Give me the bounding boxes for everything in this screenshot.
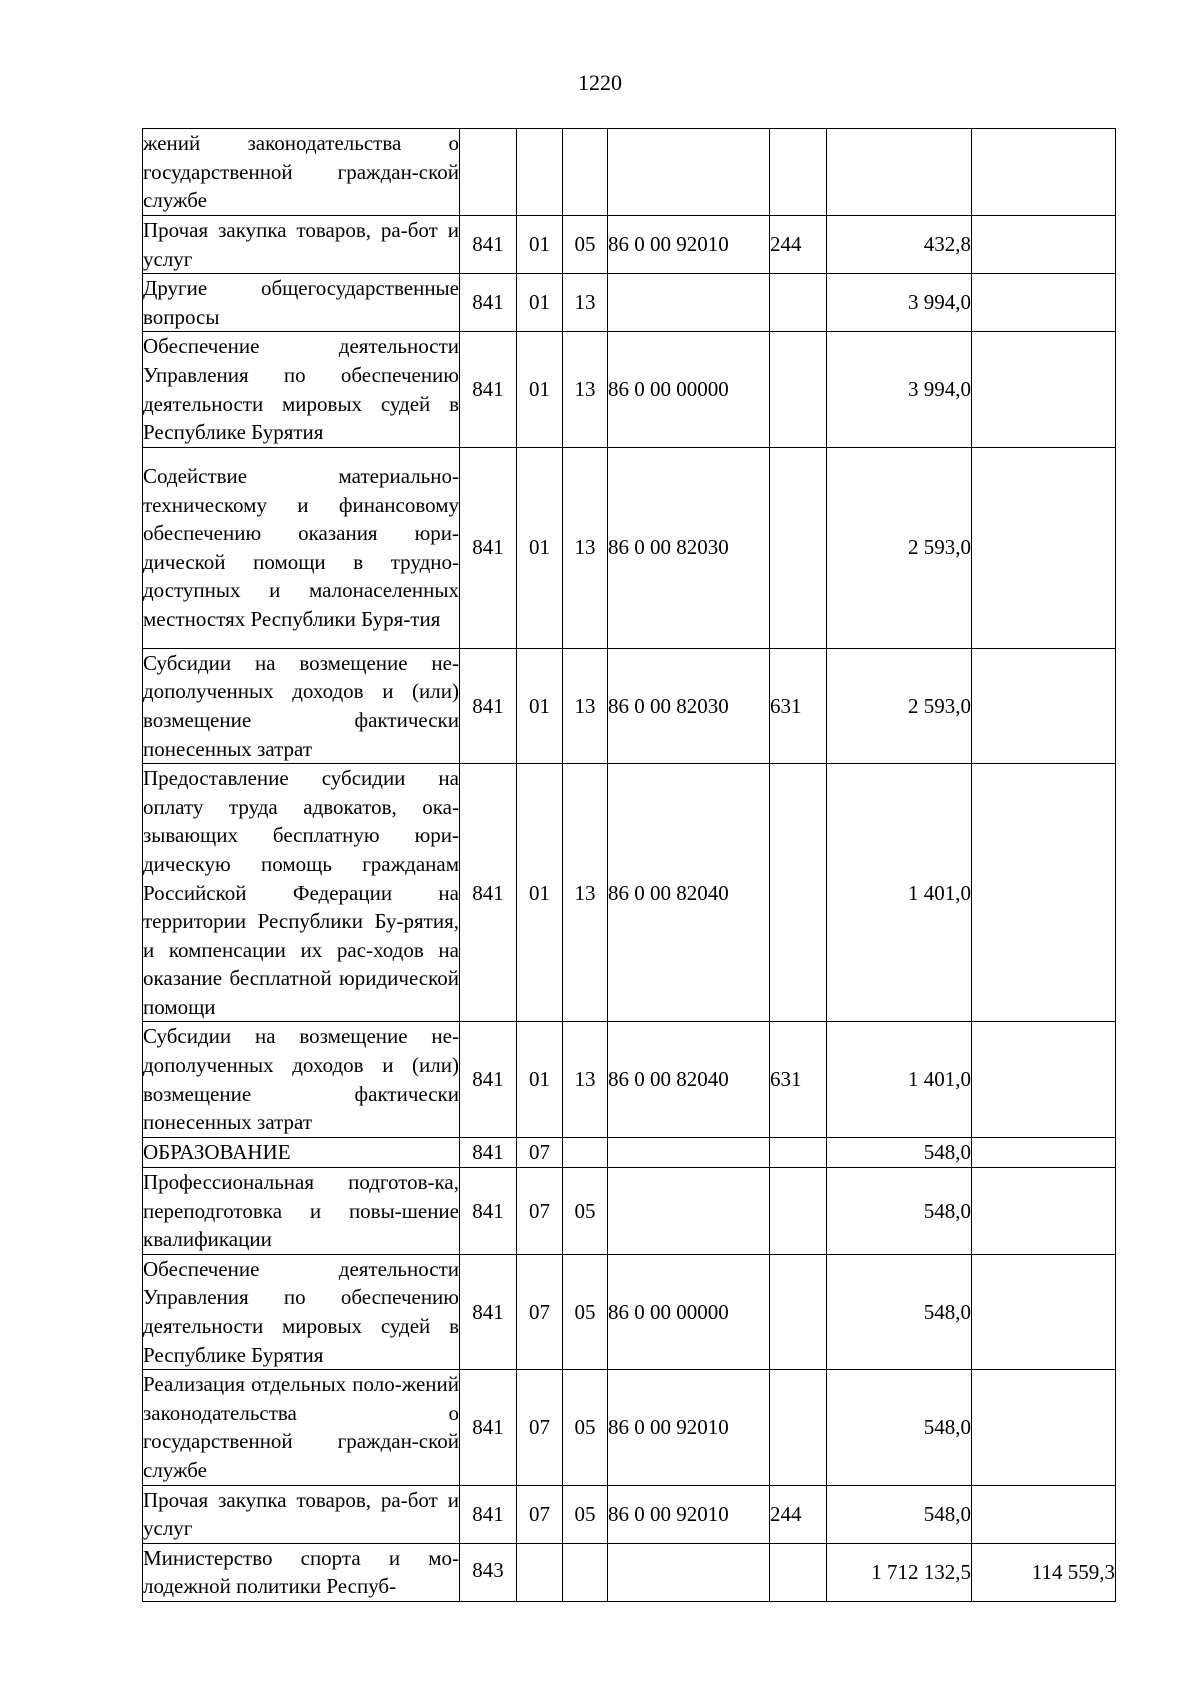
amount-2 [972, 274, 1116, 332]
subsection-code: 05 [563, 1167, 608, 1254]
subsection-code: 13 [563, 648, 608, 763]
expense-type-code [770, 1370, 827, 1485]
table-row [143, 1137, 1116, 1167]
amount-2 [972, 216, 1116, 274]
amount-2 [972, 1022, 1116, 1137]
table-row [143, 1543, 1116, 1601]
row-name: Прочая закупка товаров, ра-бот и услуг [143, 216, 460, 274]
row-name: Обеспечение деятельности Управления по обеспечению деятельности мировых судей в Республике Бурятия [143, 332, 460, 447]
table-row [143, 648, 1116, 763]
amount-2 [972, 332, 1116, 447]
target-article-code: 86 0 00 92010 [608, 1485, 770, 1543]
subsection-code: 13 [563, 274, 608, 332]
section-code: 01 [517, 274, 563, 332]
amount-2 [972, 1167, 1116, 1254]
amount-1: 432,8 [827, 216, 972, 274]
expense-type-code: 244 [770, 1485, 827, 1543]
subsection-code: 13 [563, 1022, 608, 1137]
amount-2 [972, 129, 1116, 216]
expense-type-code [770, 332, 827, 447]
page-number: 1220 [578, 70, 622, 95]
table-row [143, 129, 1116, 216]
ministry-code: 841 [460, 1167, 517, 1254]
target-article-code [608, 1137, 770, 1167]
section-code [517, 129, 563, 216]
table-row [143, 274, 1116, 332]
ministry-code: 841 [460, 1254, 517, 1369]
amount-1: 548,0 [827, 1370, 972, 1485]
amount-2 [972, 764, 1116, 1022]
amount-1: 1 712 132,5 [827, 1543, 972, 1601]
target-article-code: 86 0 00 82030 [608, 447, 770, 648]
amount-1: 2 593,0 [827, 447, 972, 648]
subsection-code: 05 [563, 1254, 608, 1369]
ministry-code: 841 [460, 1485, 517, 1543]
amount-1 [827, 129, 972, 216]
target-article-code [608, 274, 770, 332]
row-name: Содействие материально-техническому и финансовому обеспечению оказания юри-дической помощи в трудно-доступных и малонаселенных местностях Республики Буря-тия [143, 447, 460, 648]
amount-1: 548,0 [827, 1254, 972, 1369]
amount-2 [972, 1370, 1116, 1485]
expense-type-code [770, 129, 827, 216]
table-row [143, 332, 1116, 447]
ministry-code [460, 129, 517, 216]
expense-type-code [770, 1167, 827, 1254]
ministry-code: 841 [460, 764, 517, 1022]
amount-1: 3 994,0 [827, 332, 972, 447]
ministry-code: 843 [460, 1543, 517, 1601]
section-code: 07 [517, 1254, 563, 1369]
section-code: 07 [517, 1167, 563, 1254]
row-name: Субсидии на возмещение не-дополученных доходов и (или) возмещение фактически понесенных затрат [143, 1022, 460, 1137]
subsection-code [563, 129, 608, 216]
target-article-code: 86 0 00 92010 [608, 1370, 770, 1485]
expense-type-code: 631 [770, 1022, 827, 1137]
subsection-code: 13 [563, 447, 608, 648]
expense-type-code: 244 [770, 216, 827, 274]
row-name: Субсидии на возмещение не-дополученных доходов и (или) возмещение фактически понесенных затрат [143, 648, 460, 763]
ministry-code: 841 [460, 332, 517, 447]
budget-table [142, 128, 1116, 1602]
row-name: жений законодательства о государственной граждан-ской службе [143, 129, 460, 216]
ministry-code: 841 [460, 1370, 517, 1485]
section-code: 01 [517, 648, 563, 763]
subsection-code [563, 1137, 608, 1167]
section-code: 01 [517, 447, 563, 648]
section-code: 07 [517, 1137, 563, 1167]
table-row [143, 764, 1116, 1022]
section-code [517, 1543, 563, 1601]
amount-1: 3 994,0 [827, 274, 972, 332]
expense-type-code [770, 1543, 827, 1601]
table-row [143, 1022, 1116, 1137]
ministry-code: 841 [460, 1137, 517, 1167]
amount-2: 114 559,3 [972, 1543, 1116, 1601]
target-article-code: 86 0 00 92010 [608, 216, 770, 274]
table-row [143, 1485, 1116, 1543]
subsection-code [563, 1543, 608, 1601]
subsection-code: 13 [563, 764, 608, 1022]
row-name: Обеспечение деятельности Управления по обеспечению деятельности мировых судей в Республике Бурятия [143, 1254, 460, 1369]
expense-type-code [770, 1254, 827, 1369]
row-name: Министерство спорта и мо-лодежной политики Респуб- [143, 1543, 460, 1601]
table-row [143, 1370, 1116, 1485]
ministry-code: 841 [460, 447, 517, 648]
section-code: 01 [517, 332, 563, 447]
amount-2 [972, 1254, 1116, 1369]
target-article-code [608, 129, 770, 216]
subsection-code: 05 [563, 1485, 608, 1543]
target-article-code: 86 0 00 00000 [608, 332, 770, 447]
row-name: ОБРАЗОВАНИЕ [143, 1137, 460, 1167]
amount-2 [972, 648, 1116, 763]
table-row [143, 1167, 1116, 1254]
expense-type-code: 631 [770, 648, 827, 763]
amount-1: 548,0 [827, 1485, 972, 1543]
subsection-code: 05 [563, 216, 608, 274]
section-code: 01 [517, 216, 563, 274]
table-row [143, 1254, 1116, 1369]
row-name: Другие общегосударственные вопросы [143, 274, 460, 332]
amount-2 [972, 1137, 1116, 1167]
subsection-code: 05 [563, 1370, 608, 1485]
target-article-code: 86 0 00 82040 [608, 764, 770, 1022]
section-code: 07 [517, 1485, 563, 1543]
ministry-code: 841 [460, 274, 517, 332]
expense-type-code [770, 1137, 827, 1167]
amount-1: 1 401,0 [827, 764, 972, 1022]
section-code: 07 [517, 1370, 563, 1485]
section-code: 01 [517, 764, 563, 1022]
expense-type-code [770, 447, 827, 648]
row-name: Профессиональная подготов-ка, переподготовка и повы-шение квалификации [143, 1167, 460, 1254]
table-row [143, 447, 1116, 648]
amount-1: 548,0 [827, 1167, 972, 1254]
amount-1: 1 401,0 [827, 1022, 972, 1137]
expense-type-code [770, 274, 827, 332]
section-code: 01 [517, 1022, 563, 1137]
amount-2 [972, 447, 1116, 648]
ministry-code: 841 [460, 648, 517, 763]
amount-2 [972, 1485, 1116, 1543]
ministry-code: 841 [460, 216, 517, 274]
row-name: Предоставление субсидии на оплату труда адвокатов, ока-зывающих бесплатную юри-дическую помощь гражданам Российской Федерации на территории Республики Бу-рятия, и компенсации их рас-ходов на оказание бесплатной юридической помощи [143, 764, 460, 1022]
amount-1: 2 593,0 [827, 648, 972, 763]
subsection-code: 13 [563, 332, 608, 447]
target-article-code [608, 1167, 770, 1254]
target-article-code [608, 1543, 770, 1601]
target-article-code: 86 0 00 82040 [608, 1022, 770, 1137]
target-article-code: 86 0 00 00000 [608, 1254, 770, 1369]
ministry-code: 841 [460, 1022, 517, 1137]
row-name: Прочая закупка товаров, ра-бот и услуг [143, 1485, 460, 1543]
row-name: Реализация отдельных поло-жений законодательства о государственной граждан-ской службе [143, 1370, 460, 1485]
amount-1: 548,0 [827, 1137, 972, 1167]
table-row [143, 216, 1116, 274]
target-article-code: 86 0 00 82030 [608, 648, 770, 763]
expense-type-code [770, 764, 827, 1022]
